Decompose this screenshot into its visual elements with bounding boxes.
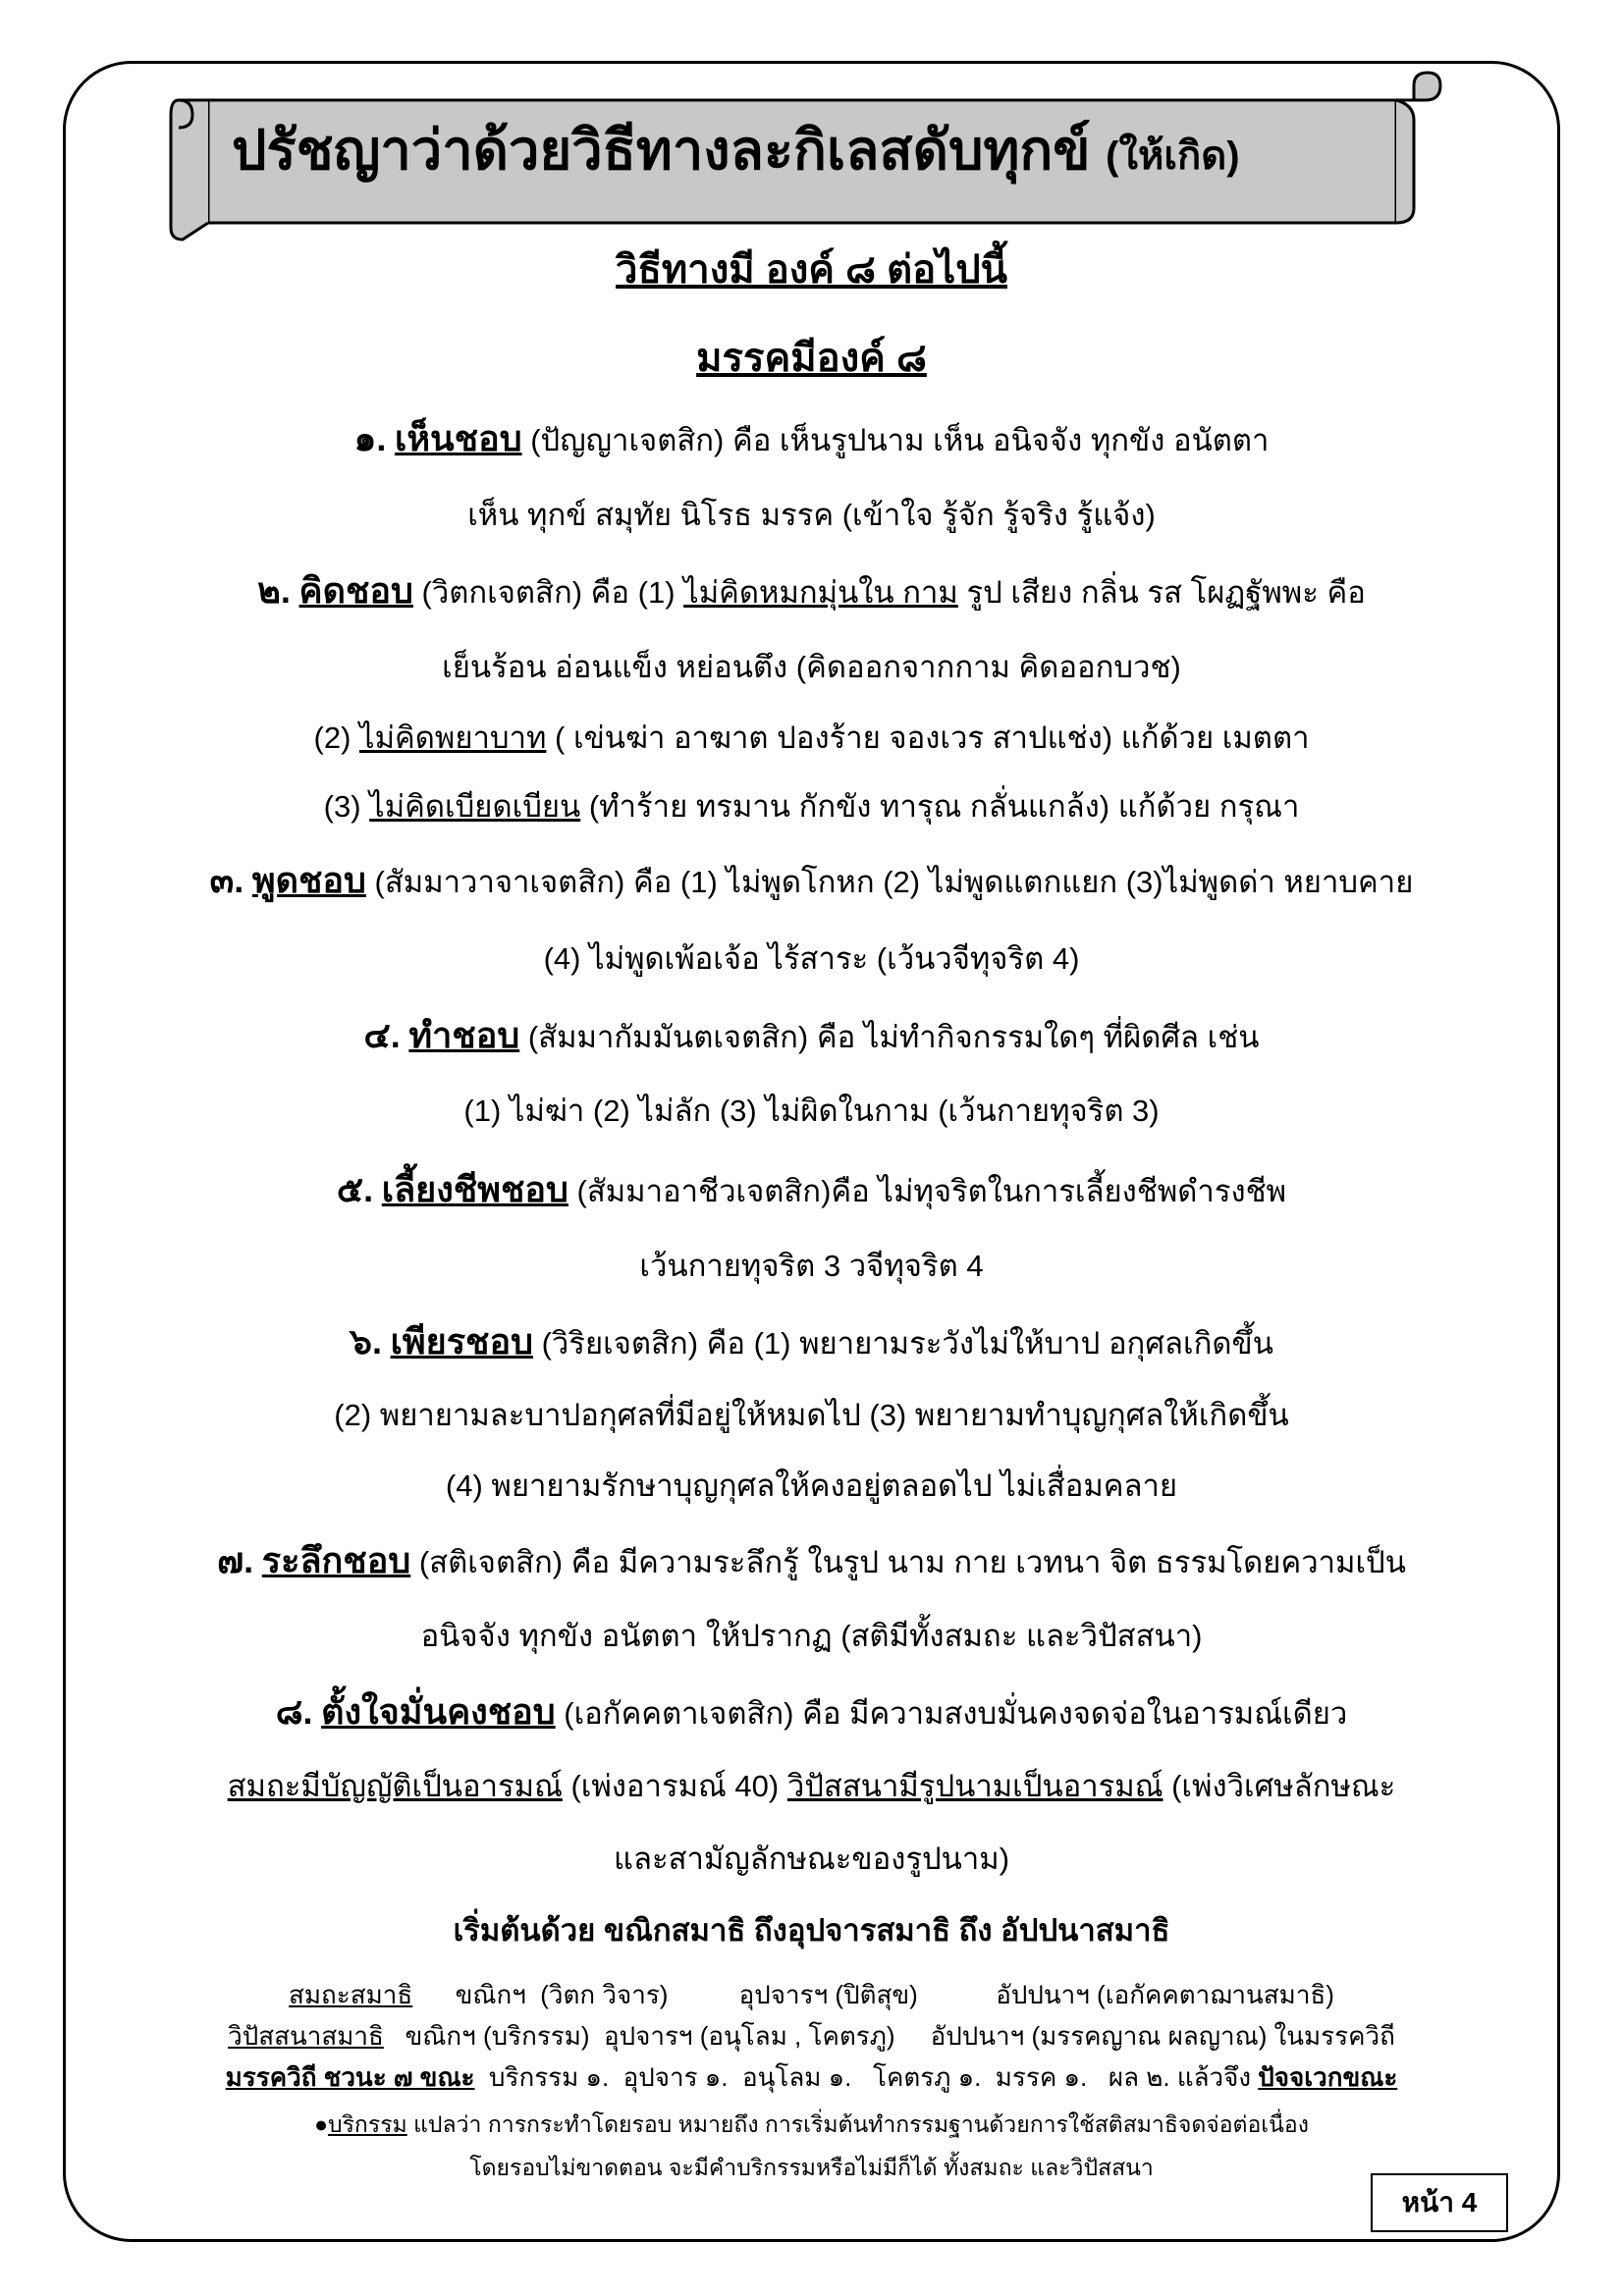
note-line-1: ●บริกรรม แปลว่า การกระทำโดยรอบ หมายถึง การเริ่มต้นทำกรรมฐานด้วยการใช้สติสมาธิจดจ่อต่อเนื่อง xyxy=(314,2111,1309,2137)
item-7-term: ระลึกชอบ xyxy=(261,1540,411,1580)
item-2-term: คิดชอบ xyxy=(298,570,413,611)
item-6-line-2: (2) พยายามละบาปอกุศลที่มีอยู่ให้หมดไป (3) พยายามทำบุญกุศลให้เกิดขึ้น xyxy=(334,1398,1289,1432)
vipassana-row: วิปัสสนาสมาธิ ขณิกฯ (บริกรรม) อุปจารฯ (อนุโลม , โคตรภู) อัปปนาฯ (มรรคญาณ ผลญาณ) ในมรรควิถี xyxy=(228,2021,1395,2051)
item-1-term: เห็นชอบ xyxy=(395,418,522,458)
item-4-line-2: (1) ไม่ฆ่า (2) ไม่ลัก (3) ไม่ผิดในกาม (เว้นกายทุจริต 3) xyxy=(463,1094,1160,1128)
item-3-term: พูดชอบ xyxy=(251,860,366,900)
item-5-line-1: ๕. เลี้ยงชีพชอบ (สัมมาอาชีวเจตสิก)คือ ไม่ทุจริตในการเลี้ยงชีพดำรงชีพ xyxy=(336,1169,1287,1209)
item-5-line-2: เว้นกายทุจริต 3 วจีทุจริต 4 xyxy=(639,1249,984,1283)
item-8-line-3: และสามัญลักษณะของรูปนาม) xyxy=(613,1842,1010,1876)
samadhi-line: เริ่มต้นด้วย ขณิกสมาธิ ถึงอุปจารสมาธิ ถึง อัปปนาสมาธิ xyxy=(453,1913,1170,1948)
item-2-line-3: (2) ไม่คิดพยาบาท ( เข่นฆ่า อาฆาต ปองร้าย จองเวร สาปแช่ง) แก้ด้วย เมตตา xyxy=(313,721,1310,755)
item-2-line-1: ๒. คิดชอบ (วิตกเจตสิก) คือ (1) ไม่คิดหมกมุ่นใน กาม รูป เสียง กลิ่น รส โผฏฐัพพะ คือ xyxy=(257,570,1366,611)
bullet-icon: ● xyxy=(314,2111,328,2137)
item-6-term: เพียรชอบ xyxy=(390,1321,533,1362)
item-1-line-2: เห็น ทุกข์ สมุทัย นิโรธ มรรค (เข้าใจ รู้จัก รู้จริง รู้แจ้ง) xyxy=(467,498,1156,532)
title-main: ปรัชญาว่าด้วยวิธีทางละกิเลสดับทุกข์ xyxy=(232,119,1091,181)
item-3-line-1: ๓. พูดชอบ (สัมมาวาจาเจตสิก) คือ (1) ไม่พูดโกหก (2) ไม่พูดแตกแยก (3)ไม่พูดด่า หยาบคาย xyxy=(209,860,1414,900)
item-8-line-1: ๘. ตั้งใจมั่นคงชอบ (เอกัคคตาเจตสิก) คือ มีความสงบมั่นคงจดจ่อในอารมณ์เดียว xyxy=(275,1691,1348,1732)
item-7-line-2: อนิจจัง ทุกขัง อนัตตา ให้ปรากฏ (สติมีทั้งสมถะ และวิปัสสนา) xyxy=(420,1619,1203,1653)
item-8-line-2: สมถะมีบัญญัติเป็นอารมณ์ (เพ่งอารมณ์ 40) วิปัสสนามีรูปนามเป็นอารมณ์ (เพ่งวิเศษลักษณะ xyxy=(227,1769,1396,1803)
subtitle: วิธีทางมี องค์ ๘ ต่อไปนี้ xyxy=(616,248,1007,292)
page-title xyxy=(232,116,1390,190)
item-2-line-2: เย็นร้อน อ่อนแข็ง หย่อนตึง (คิดออกจากกาม คิดออกบวช) xyxy=(442,650,1181,684)
item-8-term: ตั้งใจมั่นคงชอบ xyxy=(321,1691,556,1732)
item-2-line-4: (3) ไม่คิดเบียดเบียน (ทำร้าย ทรมาน กักขัง ทารุณ กลั่นแกล้ง) แก้ด้วย กรุณา xyxy=(323,789,1300,824)
item-3-line-2: (4) ไม่พูดเพ้อเจ้อ ไร้สาระ (เว้นวจีทุจริต 4) xyxy=(543,941,1080,976)
item-5-term: เลี้ยงชีพชอบ xyxy=(381,1169,568,1209)
note-line-2: โดยรอบไม่ขาดตอน จะมีคำบริกรรมหรือไม่มีก็ได้ ทั้งสมถะ และวิปัสสนา xyxy=(469,2155,1154,2180)
samatha-row: สมถะสมาธิ ขณิกฯ (วิตก วิจาร) อุปจารฯ (ปิติสุข) อัปปนาฯ (เอกัคคตาฌานสมาธิ) xyxy=(289,1980,1334,2009)
maggavithi-row: มรรควิถี ชวนะ ๗ ขณะ บริกรรม ๑. อุปจาร ๑. อนุโลม ๑. โคตรภู ๑. มรรค ๑. ผล ๒. แล้วจึง ปัจจเวกขณะ xyxy=(225,2062,1398,2092)
item-6-line-1: ๖. เพียรชอบ (วิริยเจตสิก) คือ (1) พยายามระวังไม่ให้บาป อกุศลเกิดขึ้น xyxy=(350,1321,1273,1362)
item-1-line-1: ๑. เห็นชอบ (ปัญญาเจตสิก) คือ เห็นรูปนาม เห็น อนิจจัง ทุกขัง อนัตตา xyxy=(353,418,1270,458)
item-4-line-1: ๔. ทำชอบ (สัมมากัมมันตเจตสิก) คือ ไม่ทำกิจกรรมใดๆ ที่ผิดศีล เช่น xyxy=(363,1015,1260,1055)
item-4-term: ทำชอบ xyxy=(408,1015,520,1055)
item-7-line-1: ๗. ระลึกชอบ (สติเจตสิก) คือ มีความระลึกรู้ ในรูป นาม กาย เวทนา จิต ธรรมโดยความเป็น xyxy=(217,1540,1406,1580)
item-6-line-3: (4) พยายามรักษาบุญกุศลให้คงอยู่ตลอดไป ไม่เสื่อมคลาย xyxy=(445,1468,1178,1503)
section-title: มรรคมีองค์ ๘ xyxy=(696,337,927,380)
title-suffix: (ให้เกิด) xyxy=(1106,134,1240,178)
page-number: หน้า 4 xyxy=(1371,2173,1508,2232)
